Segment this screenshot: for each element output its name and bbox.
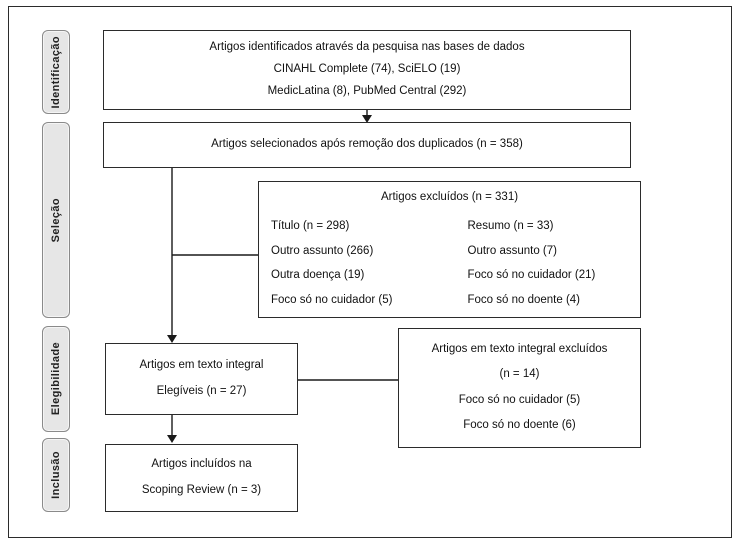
box-eligible-line2: Elegíveis (n = 27) [156,385,247,398]
box-excluded-left-column [259,214,450,312]
box-included [105,444,298,512]
stage-identificacao [42,30,70,114]
box-eligible [105,343,298,415]
excluded-item: Outro assunto (7) [467,244,557,257]
stage-label-inclusao: Inclusão [50,451,62,499]
excluded-item: Outro assunto (266) [271,244,374,257]
stage-label-identificacao: Identificação [50,35,62,109]
stage-inclusao [42,438,70,512]
box-fulltext-excluded-line1: Artigos em texto integral excluídos [431,342,608,355]
box-fulltext-excluded-line4: Foco só no doente (6) [463,419,576,432]
excluded-item: Foco só no cuidador (21) [467,269,596,282]
box-identified-line1: Artigos identificados através da pesquisa nas bases de dados [209,41,525,54]
stage-elegibilidade [42,326,70,432]
stage-label-selecao: Seleção [50,197,62,243]
excluded-item: Resumo (n = 33) [467,220,554,232]
stage-selecao [42,122,70,318]
box-selected-line1: Artigos selecionados após remoção dos duplicados (n = 358) [211,138,523,151]
stage-label-elegibilidade: Elegibilidade [50,342,62,416]
box-identified [103,30,631,110]
box-fulltext-excluded [398,328,641,448]
box-identified-line2: CINAHL Complete (74), SciELO (19) [273,63,461,76]
box-excluded-title: Artigos excluídos (n = 331) [380,191,519,203]
box-eligible-line1: Artigos em texto integral [139,358,264,371]
box-identified-line3: MedicLatina (8), PubMed Central (292) [267,85,467,98]
box-fulltext-excluded-line3: Foco só no cuidador (5) [458,393,581,406]
excluded-item: Foco só no cuidador (5) [271,293,393,306]
excluded-item: Outra doença (19) [271,269,365,282]
box-included-line2: Scoping Review (n = 3) [141,483,262,496]
box-fulltext-excluded-line2: (n = 14) [499,368,540,381]
box-excluded [258,181,641,318]
excluded-item: Foco só no doente (4) [467,293,581,306]
box-selected [103,122,631,168]
box-excluded-right-column [450,214,641,312]
excluded-item: Título (n = 298) [271,220,350,232]
box-excluded-columns [259,214,640,312]
box-included-line1: Artigos incluídos na [151,458,252,471]
